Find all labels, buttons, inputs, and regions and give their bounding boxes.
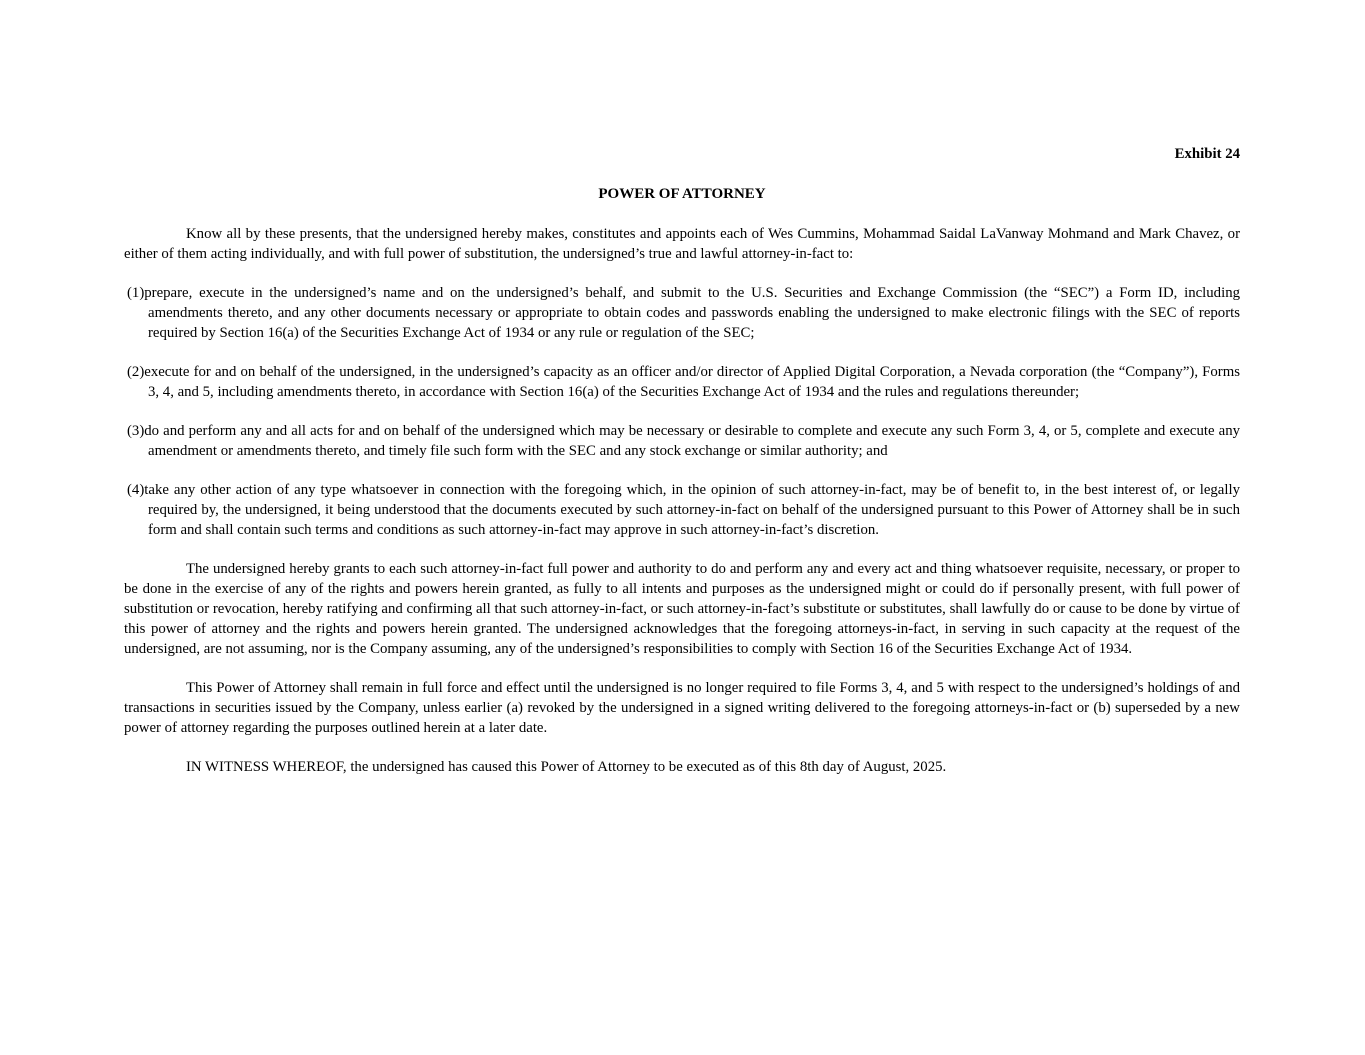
numbered-item-2 [124,362,1240,402]
item-1-number: (1) [127,285,145,301]
document-content [124,144,1240,777]
intro-paragraph: Know all by these presents, that the undersigned hereby makes, constitutes and appoints each of Wes Cummins, Mohammad Saidal LaVanway Mohmand and Mark Chavez, or either of them acting individually, and with full power of substitution, the undersigned’s true and lawful attorney-in-fact to: [124,226,1240,262]
item-2-text: execute for and on behalf of the undersigned, in the undersigned’s capacity as an officer and/or director of Applied Digital Corporation, a Nevada corporation (the “Company”), Forms 3, 4, and 5, including amendments thereto, in accordance with Section 16(a) of the Securities Exchange Act of 1934 and the rules and regulations thereunder; [144,364,1240,400]
witness-paragraph: IN WITNESS WHEREOF, the undersigned has caused this Power of Attorney to be executed as of this 8th day of August, 2025. [186,759,947,775]
item-3-number: (3) [127,423,145,439]
item-4-text: take any other action of any type whatsoever in connection with the foregoing which, in the opinion of such attorney-in-fact, may be of benefit to, in the best interest of, or legally required by, the undersigned, it being understood that the documents executed by such attorney-in-fact on behalf of the undersigned pursuant to this Power of Attorney shall be in such form and shall contain such terms and conditions as such attorney-in-fact may approve in such attorney-in-fact’s discretion. [144,482,1240,538]
numbered-item-3 [124,421,1240,461]
numbered-item-4 [124,480,1240,540]
item-4-number: (4) [127,482,145,498]
duration-paragraph: This Power of Attorney shall remain in full force and effect until the undersigned is no longer required to file Forms 3, 4, and 5 with respect to the undersigned’s holdings of and transactions in securities issued by the Company, unless earlier (a) revoked by the undersigned in a signed writing delivered to the foregoing attorneys-in-fact or (b) superseded by a new power of attorney regarding the purposes outlined herein at a later date. [124,680,1240,736]
item-3-text: do and perform any and all acts for and on behalf of the undersigned which may be necessary or desirable to complete and execute any such Form 3, 4, or 5, complete and execute any amendment or amendments thereto, and timely file such form with the SEC and any stock exchange or similar authority; and [144,423,1240,459]
exhibit-label: Exhibit 24 [1174,146,1240,162]
grant-of-authority-paragraph: The undersigned hereby grants to each such attorney-in-fact full power and authority to do and perform any and every act and thing whatsoever requisite, necessary, or proper to be done in the exercise of any of the rights and powers herein granted, as fully to all intents and purposes as the undersigned might or could do if personally present, with full power of substitution or revocation, hereby ratifying and confirming all that such attorney-in-fact, or such attorney-in-fact’s substitute or substitutes, shall lawfully do or cause to be done by virtue of this power of attorney and the rights and powers herein granted. The undersigned acknowledges that the foregoing attorneys-in-fact, in serving in such capacity at the request of the undersigned, are not assuming, nor is the Company assuming, any of the undersigned’s responsibilities to comply with Section 16 of the Securities Exchange Act of 1934. [124,561,1240,657]
item-1-text: prepare, execute in the undersigned’s name and on the undersigned’s behalf, and submit to the U.S. Securities and Exchange Commission (the “SEC”) a Form ID, including amendments thereto, and any other documents necessary or appropriate to obtain codes and passwords enabling the undersigned to make electronic filings with the SEC of reports required by Section 16(a) of the Securities Exchange Act of 1934 or any rule or regulation of the SEC; [144,285,1240,341]
numbered-item-1 [124,283,1240,343]
item-2-number: (2) [127,364,145,380]
document-title: POWER OF ATTORNEY [598,186,766,202]
